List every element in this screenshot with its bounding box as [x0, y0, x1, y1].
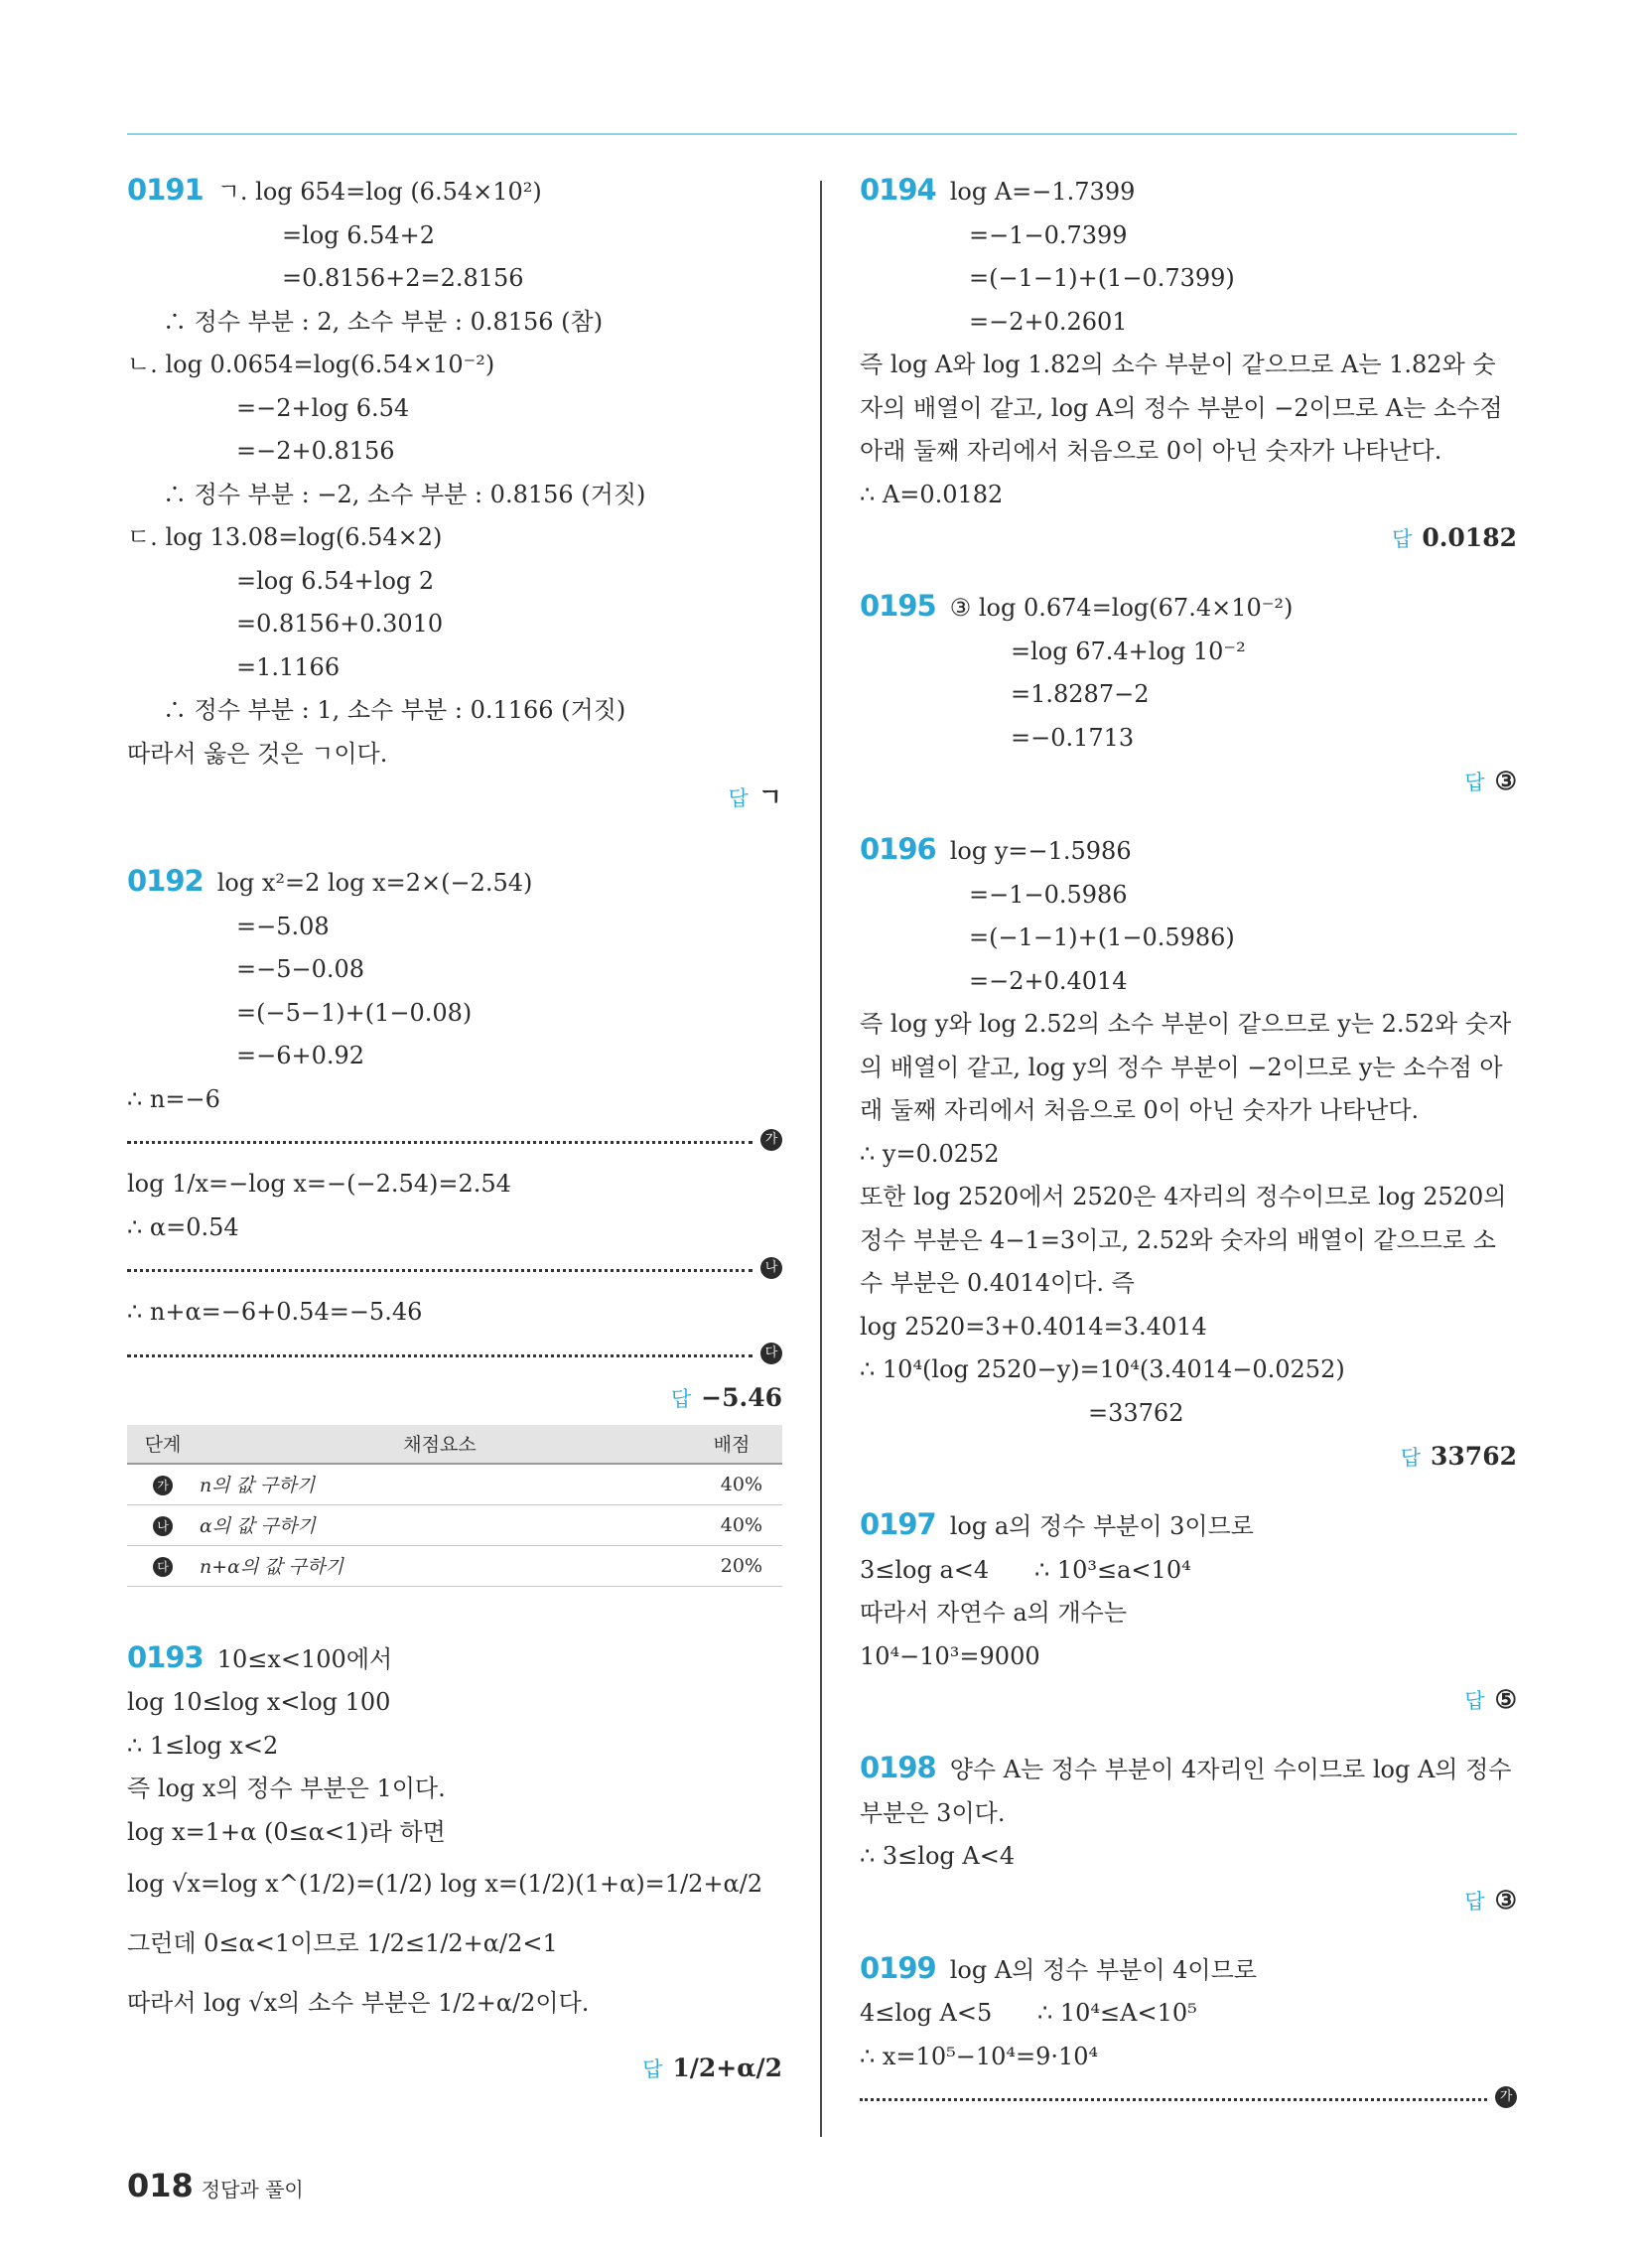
column-divider: [820, 181, 822, 2137]
answer: 답 ㄱ: [728, 782, 782, 811]
page-number: 018: [127, 2167, 194, 2204]
top-rule: [127, 133, 1517, 135]
grading-table: 단계 채점요소 배점 가 n의 값 구하기 40% 나 α의 값 구하기 40% 다 n+α의 값 구하기 20%: [127, 1425, 782, 1587]
answer: 답 0.0182: [1392, 523, 1517, 552]
step-marker: 다: [760, 1343, 782, 1364]
answer: 답 ③: [1464, 767, 1517, 795]
problem-number: 0196: [860, 832, 936, 866]
problem-0193: 0193 10≤x<100에서 log 10≤log x<log 100 ∴ 1≤log x<2 즉 log x의 정수 부분은 1이다. log x=1+α (0≤α<1)라 하면 log √x=log x^(1/2)=(1/2) log x=(1/2)(1+α)=1/2+α/2 그런데 0≤α<1이므로 1/2≤1/2+α/2<1 따라서 log √x의 소수 부분은 1/2+α/2이다. 답 1/2+α/2: [127, 1636, 782, 2092]
problem-number: 0191: [127, 173, 204, 207]
problem-0194: 0194 log A=−1.7399 =−1−0.7399 =(−1−1)+(1−0.7399) =−2+0.2601 즉 log A와 log 1.82의 소수 부분이 같으므로 A는 1.82와 숫자의 배열이 같고, log A의 정수 부분이 −2이므로 A는 소수점 아래 둘째 자리에서 처음으로 0이 아닌 숫자가 나타난다. ∴ A=0.0182 답 0.0182: [860, 169, 1517, 561]
problem-number: 0198: [860, 1751, 936, 1784]
step-divider: [127, 1127, 782, 1157]
step-divider: [127, 1255, 782, 1285]
problem-0197: 0197 log a의 정수 부분이 3이므로 3≤log a<4 ∴ 10³≤a<10⁴ 따라서 자연수 a의 개수는 10⁴−10³=9000 답 ⑤: [860, 1503, 1517, 1723]
right-column: [860, 169, 1517, 2120]
problem-0191: 0191 ㄱ. log 654=log (6.54×10²) =log 6.54+2 =0.8156+2=2.8156 ∴ 정수 부분 : 2, 소수 부분 : 0.8156 (참) ㄴ. log 0.0654=log(6.54×10⁻²) =−2+log 6.54 =−2+0.8156 ∴ 정수 부분 : −2, 소수 부분 : 0.8156 (거짓) ㄷ. log 13.08=log(6.54×2) =log 6.54+log 2 =0.8156+0.3010 =1.1166 ∴ 정수 부분 : 1, 소수 부분 : 0.1166 (거짓) 따라서 옳은 것은 ㄱ이다. 답 ㄱ: [127, 169, 782, 820]
table-row: 가 n의 값 구하기 40%: [127, 1464, 782, 1505]
problem-number: 0197: [860, 1507, 936, 1541]
step-marker: 가: [760, 1129, 782, 1151]
table-row: 나 α의 값 구하기 40%: [127, 1504, 782, 1545]
problem-0192: 0192 log x²=2 log x=2×(−2.54) =−5.08 =−5−0.08 =(−5−1)+(1−0.08) =−6+0.92 ∴ n=−6 가 log 1/x=−log x=−(−2.54)=2.54 ∴ α=0.54 나 ∴ n+α=−6+0.54=−5.46 다 답 −5.46 단계 채점요소 배점 가 n의 값 구하기 40% 나 α의 값 구하기 40% 다 n+α의 값 구하기 20%: [127, 860, 782, 1587]
problem-number: 0199: [860, 1950, 936, 1985]
answer: 답 1/2+α/2: [642, 2054, 782, 2082]
step-divider: [127, 1341, 782, 1370]
left-column: [127, 169, 782, 2091]
problem-0196: 0196 log y=−1.5986 =−1−0.5986 =(−1−1)+(1−0.5986) =−2+0.4014 즉 log y와 log 2.52의 소수 부분이 같으므로 y는 2.52와 숫자의 배열이 같고, log y의 정수 부분이 −2이므로 y는 소수점 아래 둘째 자리에서 처음으로 0이 아닌 숫자가 나타난다. ∴ y=0.0252 또한 log 2520에서 2520은 4자리의 정수이므로 log 2520의 정수 부분은 4−1=3이고, 2.52와 숫자의 배열이 같으므로 소수 부분은 0.4014이다. 즉 log 2520=3+0.4014=3.4014 ∴ 10⁴(log 2520−y)=10⁴(3.4014−0.0252) =33762 답 33762: [860, 828, 1517, 1480]
step-marker: 가: [1495, 2086, 1517, 2108]
problem-number: 0192: [127, 864, 204, 898]
problem-0198: 0198 양수 A는 정수 부분이 4자리인 수이므로 log A의 정수 부분은 3이다. ∴ 3≤log A<4 답 ③: [860, 1747, 1517, 1923]
answer: 답 −5.46: [670, 1382, 782, 1412]
step-divider: [860, 2084, 1517, 2114]
problem-number: 0193: [127, 1639, 204, 1674]
problem-number: 0194: [860, 173, 936, 207]
step-marker: 나: [760, 1257, 782, 1279]
answer: 답 33762: [1400, 1442, 1517, 1471]
table-row: 다 n+α의 값 구하기 20%: [127, 1545, 782, 1586]
answer: 답 ⑤: [1464, 1685, 1517, 1714]
problem-0199: 0199 log A의 정수 부분이 4이므로 4≤log A<5 ∴ 10⁴≤A<10⁵ ∴ x=10⁵−10⁴=9·10⁴ 가: [860, 1947, 1517, 2115]
answer: 답 ③: [1464, 1885, 1517, 1914]
page-footer: [127, 2167, 304, 2204]
problem-number: 0195: [860, 589, 936, 623]
footer-label: 정답과 풀이: [201, 2178, 304, 2201]
problem-0195: 0195 ③ log 0.674=log(67.4×10⁻²) =log 67.4+log 10⁻² =1.8287−2 =−0.1713 답 ③: [860, 585, 1517, 804]
